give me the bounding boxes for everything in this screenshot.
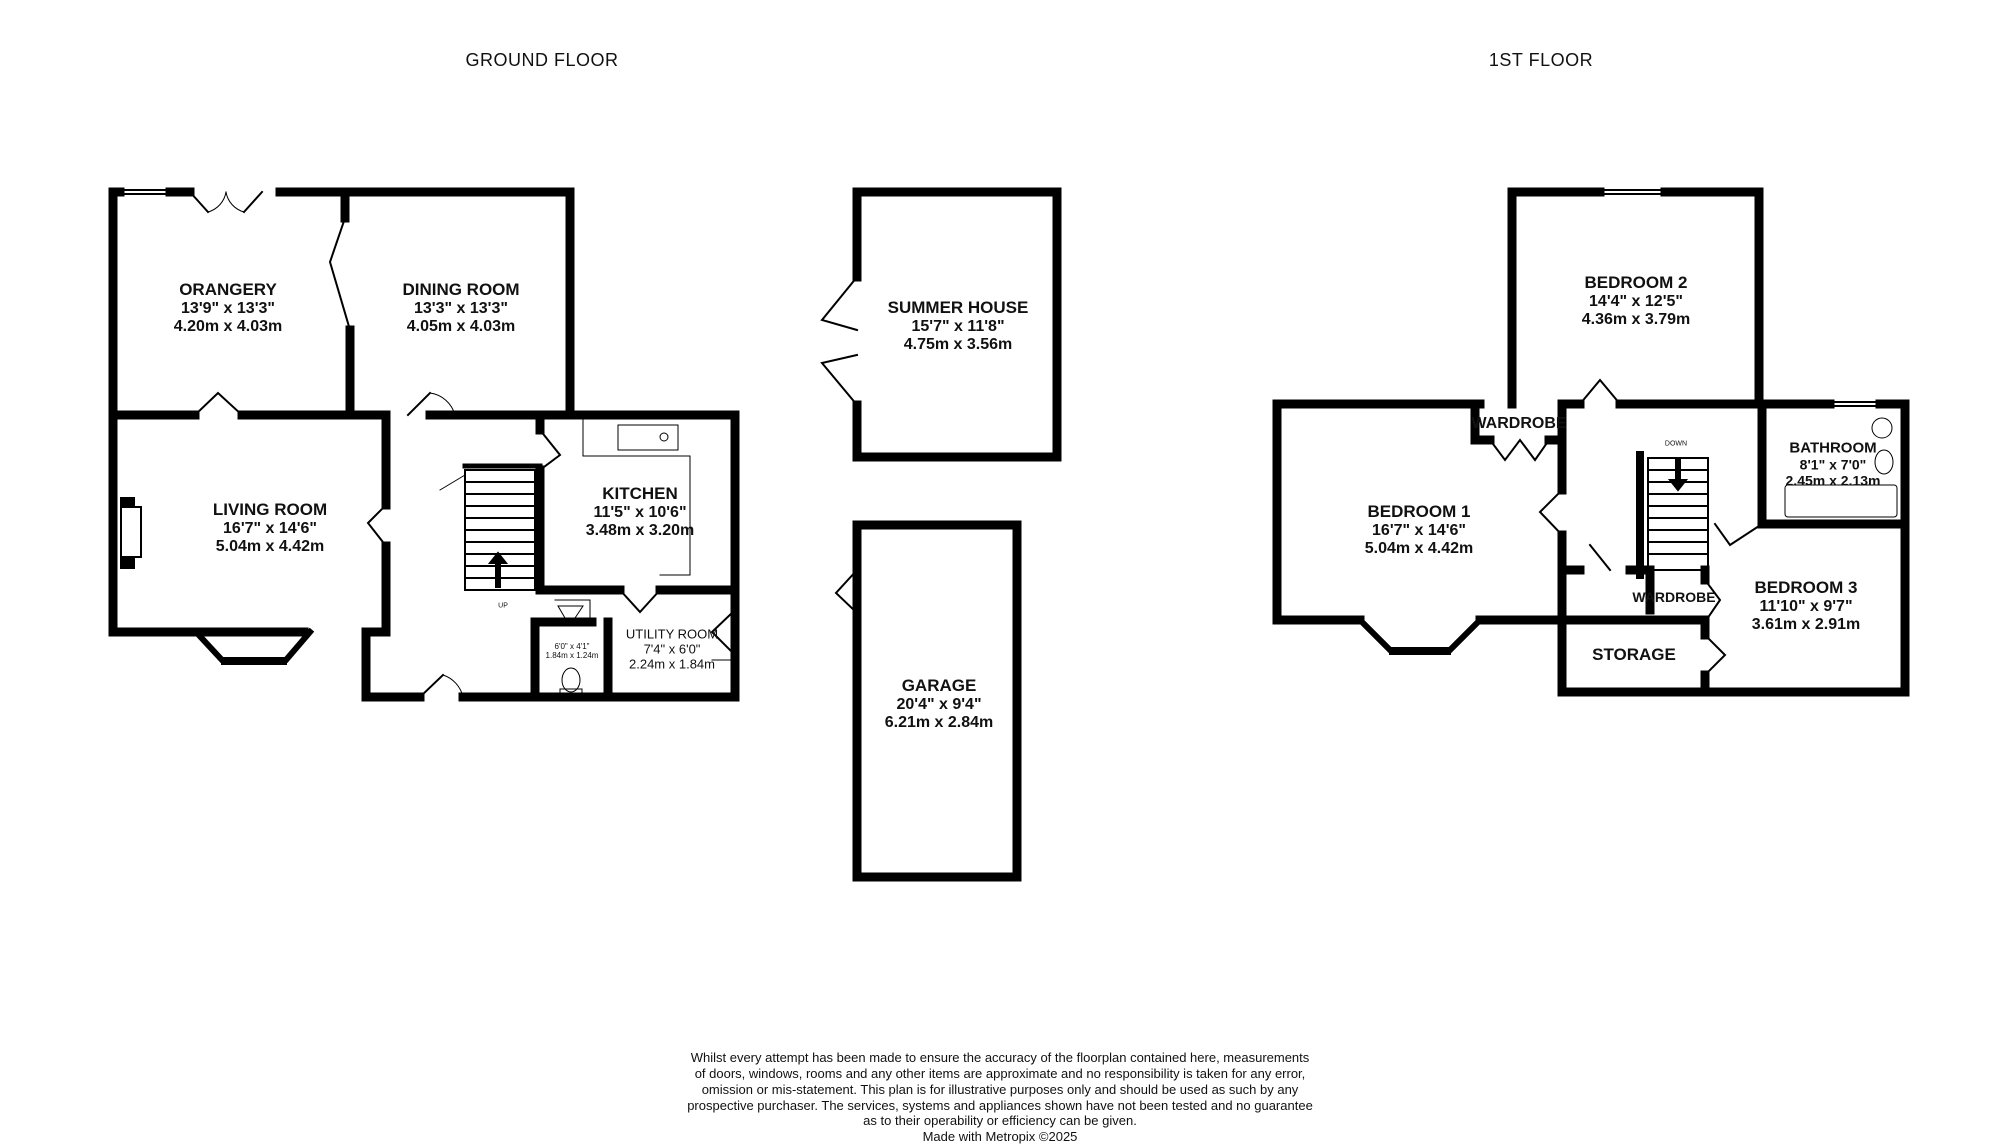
room-label-bedroom-2 (1582, 273, 1691, 329)
ground-stairs (440, 470, 535, 590)
room-label-wardrobe-1 (1471, 415, 1566, 433)
disclaimer-line: omission or mis-statement. This plan is for illustrative purposes only and should be used as such by any (701, 1081, 1299, 1097)
room-name: BEDROOM 1 (1367, 501, 1471, 521)
ground-floor-walls (113, 192, 735, 697)
room-label-bathroom (1786, 439, 1881, 488)
room-imperial: 20'4" x 9'4" (896, 695, 982, 713)
room-label-summer-house (888, 298, 1029, 354)
stair-label-down: DOWN (1664, 440, 1688, 448)
room-metric: 5.04m x 4.42m (215, 537, 325, 555)
room-name: DINING ROOM (402, 279, 520, 299)
disclaimer-line: of doors, windows, rooms and any other items are approximate and no responsibility is taken for any error, (694, 1065, 1306, 1081)
room-imperial: 11'10" x 9'7" (1759, 597, 1853, 615)
bath (1785, 485, 1897, 517)
room-label-kitchen (586, 484, 695, 540)
door-orangery-living (195, 393, 242, 415)
wc-basin (558, 606, 583, 618)
stair-label-up: UP (498, 602, 508, 610)
bedroom-1-bay (1360, 620, 1480, 650)
room-label-bedroom-3 (1752, 578, 1861, 634)
room-imperial: 13'9" x 13'3" (181, 299, 275, 317)
disclaimer-line: prospective purchaser. The services, systems and appliances shown have not been tested and no guarantee (687, 1097, 1313, 1113)
room-label-bedroom-1 (1365, 502, 1474, 558)
summer-house-doors (822, 277, 857, 405)
room-label-garage (885, 676, 994, 732)
room-imperial: 6'0" x 4'1" (554, 641, 590, 651)
room-name: BEDROOM 3 (1754, 577, 1858, 597)
room-imperial: 14'4" x 12'5" (1589, 292, 1683, 310)
room-label-storage (1592, 645, 1676, 665)
toilet (1872, 418, 1892, 438)
room-name: BATHROOM (1789, 439, 1877, 457)
orangery-door (190, 192, 262, 212)
room-metric: 3.48m x 3.20m (585, 521, 695, 539)
room-label-wc (546, 642, 599, 660)
room-imperial: 13'3" x 13'3" (414, 299, 508, 317)
room-metric: 2.24m x 1.84m (629, 656, 715, 672)
room-label-utility-room (626, 628, 718, 673)
room-imperial: 11'5" x 10'6" (593, 503, 687, 521)
room-name: UTILITY ROOM (625, 626, 719, 642)
room-name: BEDROOM 2 (1584, 272, 1688, 292)
kitchen-sink (618, 425, 678, 450)
room-metric: 4.05m x 4.03m (406, 317, 516, 335)
wc-toilet (562, 668, 580, 692)
room-metric: 1.84m x 1.24m (545, 651, 599, 660)
room-label-orangery (174, 280, 283, 336)
bifold-door (330, 218, 350, 330)
room-name: STORAGE (1592, 645, 1676, 665)
room-label-living-room (213, 500, 327, 556)
room-metric: 4.36m x 3.79m (1581, 310, 1691, 328)
room-imperial: 8'1" x 7'0" (1799, 456, 1867, 473)
room-imperial: 16'7" x 14'6" (1372, 521, 1466, 539)
room-metric: 2.45m x 2.13m (1785, 472, 1881, 489)
disclaimer-line: as to their operability or efficiency can be given. (863, 1113, 1137, 1129)
disclaimer-line: Whilst every attempt has been made to ensure the accuracy of the floorplan contained here, measurements (690, 1050, 1310, 1065)
room-name: ORANGERY (179, 279, 277, 299)
disclaimer (650, 1050, 1350, 1145)
room-imperial: 7'4" x 6'0" (643, 641, 701, 657)
room-metric: 4.75m x 3.56m (903, 335, 1013, 353)
room-name: WARDROBE (1471, 414, 1567, 432)
room-metric: 4.20m x 4.03m (173, 317, 283, 335)
ground-floor-title: GROUND FLOOR (465, 50, 619, 70)
room-imperial: 15'7" x 11'8" (911, 317, 1005, 335)
room-name: LIVING ROOM (212, 499, 328, 519)
room-metric: 3.61m x 2.91m (1751, 615, 1861, 633)
room-name: KITCHEN (602, 483, 678, 503)
room-name: WARDROBE (1632, 588, 1716, 605)
room-metric: 5.04m x 4.42m (1364, 539, 1474, 557)
room-name: SUMMER HOUSE (887, 297, 1029, 317)
room-imperial: 16'7" x 14'6" (223, 519, 317, 537)
room-metric: 6.21m x 2.84m (884, 713, 994, 731)
credit: Made with Metropix ©2025 (922, 1129, 1078, 1145)
room-label-wardrobe-2 (1632, 589, 1715, 605)
first-floor-title: 1ST FLOOR (1488, 50, 1594, 70)
room-label-dining-room (402, 280, 519, 336)
room-name: GARAGE (901, 675, 977, 695)
